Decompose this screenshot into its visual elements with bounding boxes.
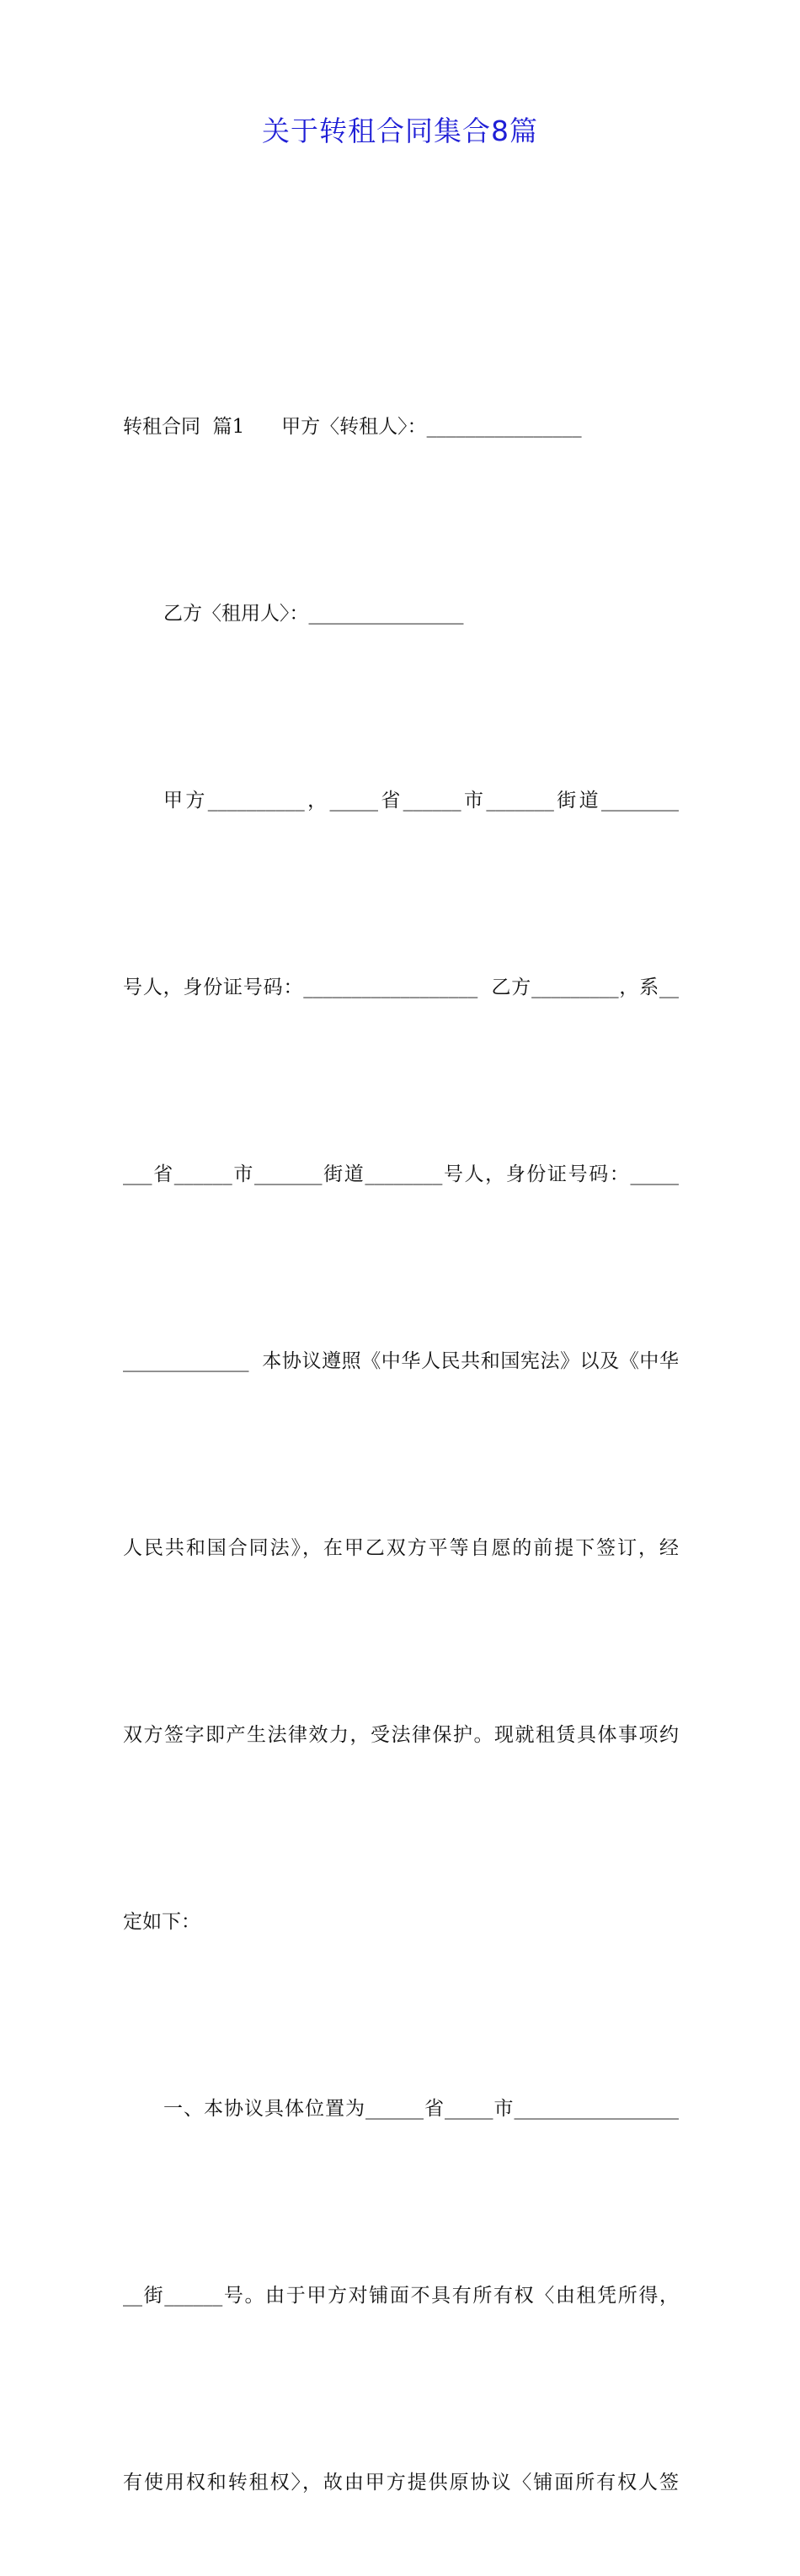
document-title: 关于转租合同集合8篇: [262, 114, 538, 147]
line-10: 一、本协议具体位置为______省_____市_________________: [163, 2098, 679, 2120]
line-3: 甲方__________，_____省______市_______街道________: [163, 790, 679, 812]
line-1: 转租合同 篇1 甲方〈转租人〉：________________: [123, 416, 582, 438]
line-4: 号人，身份证号码：__________________ 乙方_________，系__: [123, 977, 679, 998]
line-7: 人民共和国合同法》，在甲乙双方平等自愿的前提下签订，经: [123, 1537, 679, 1559]
line-6: _____________ 本协议遵照《中华人民共和国宪法》以及《中华: [123, 1350, 679, 1372]
line-5: ___省______市_______街道________号人，身份证号码：_____: [123, 1163, 679, 1185]
document-body: [123, 271, 679, 2576]
line-8: 双方签字即产生法律效力，受法律保护。现就租赁具体事项约: [123, 1724, 679, 1746]
line-12: 有使用权和转租权〉，故由甲方提供原协议〈铺面所有权人签: [123, 2472, 679, 2494]
line-2: 乙方〈租用人〉：________________: [163, 603, 464, 625]
line-9: 定如下：: [123, 1911, 200, 1933]
line-11: __街______号。由于甲方对铺面不具有所有权〈由租凭所得，: [123, 2285, 679, 2307]
